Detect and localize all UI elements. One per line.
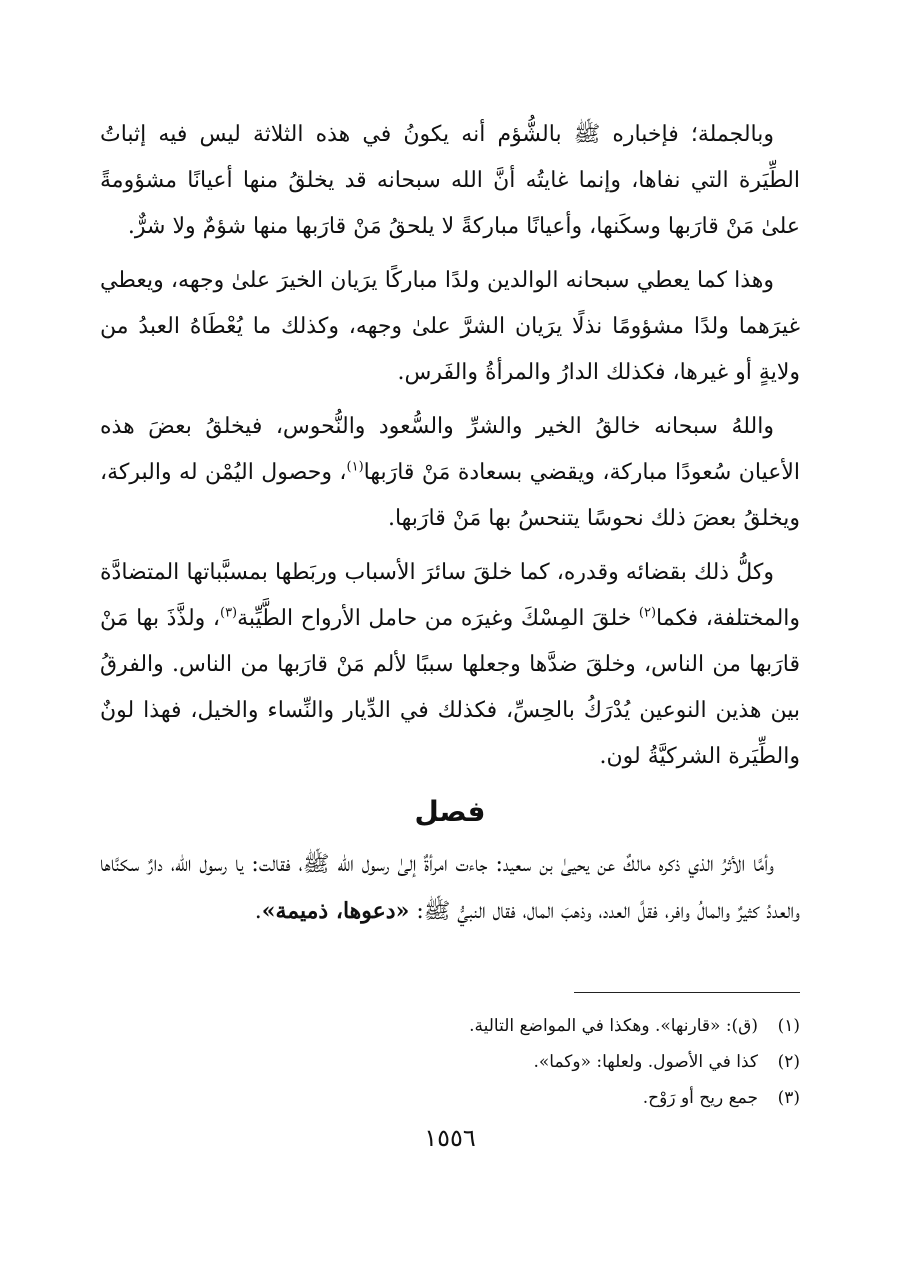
paragraph-4-part-1: وكلُّ ذلك بقضائه وقدره، كما خلقَ سائرَ الأسباب وربَطها بمسبَّباتها المتضادَّة والمختلفة، فكما xyxy=(100,560,801,631)
paragraph-2: وهذا كما يعطي سبحانه الوالدين ولدًا مباركًا يرَيان الخيرَ علىٰ وجهه، ويعطي غيرَهما ولدًا مشؤومًا نذلًا يرَيان الشرَّ علىٰ وجهه، وكذلك ما يُعْطَاهُ العبدُ من ولايةٍ أو غيرها، فكذلك الدارُ والمرأةُ والفَرس. xyxy=(100,268,800,385)
footnote-ref-3[interactable]: (٣) xyxy=(219,605,238,621)
footnote-number: (٣) xyxy=(777,1088,800,1108)
footnote-divider xyxy=(574,992,800,993)
paragraph-4-part-3: ، ولذَّذَ بها مَنْ قارَبها من الناس، وخلقَ ضدَّها وجعلها سببًا لألم مَنْ قارَبها من الناس. والفرقُ بين هذين النوعين يُدْرَكُ بالحِسِّ، فكذلك في الدِّيار والنِّساء والخيل، فهذا لونٌ والطِّيَرة الشركيَّةُ لون. xyxy=(100,606,800,769)
paragraph-3-after: ، وحصول اليُمْن له والبركة، ويخلقُ بعضَ ذلك نحوسًا يتنحسُ بها مَنْ قارَبها. xyxy=(100,460,800,531)
page-number: ١٥٥٦ xyxy=(424,1124,476,1152)
footnotes xyxy=(100,1008,800,1116)
paragraph-4-part-2: خلقَ المِسْكَ وغيرَه من حامل الأرواح الطَّيِّبة xyxy=(237,606,639,631)
paragraph-5 xyxy=(100,842,800,935)
footnote-number: (١) xyxy=(777,1016,800,1036)
paragraph-3 xyxy=(100,404,800,542)
page-body xyxy=(100,112,800,943)
footnote-2 xyxy=(100,1044,800,1080)
footnote-ref-1[interactable]: (١) xyxy=(346,459,364,475)
paragraph-5-text: وأمَّا الأثرُ الذي ذكره مالكٌ عن يحيىٰ بن سعيد: جاءت امرأةٌ إلىٰ رسول الله ﷺ، فقالت: يا رسول الله، دارٌ سكنَّاها والعددُ كثيرٌ والمالُ وافر، فقلَّ العدد، وذهبَ المال، فقال النبيُّ ﷺ: xyxy=(100,852,800,924)
section-title: فصل xyxy=(414,795,486,828)
footnote-1 xyxy=(100,1008,800,1044)
footnote-text: (ق): «قارنها». وهكذا في المواضع التالية. xyxy=(469,1016,758,1036)
hadith-quote: «دعوها، ذميمة» xyxy=(261,898,410,924)
paragraph-1: وبالجملة؛ فإخباره ﷺ بالشُّؤم أنه يكونُ في هذه الثلاثة ليس فيه إثباتُ الطِّيَرة التي نفاها، وإنما غايتُه أنَّ الله سبحانه قد يخلقُ منها أعيانًا مشؤومةً علىٰ مَنْ قارَبها وسكَنها، وأعيانًا مباركةً لا يلحقُ مَنْ قارَبها منها شؤمٌ ولا شرٌّ. xyxy=(100,122,800,239)
paragraph-4 xyxy=(100,550,800,780)
footnote-number: (٢) xyxy=(777,1052,800,1072)
footnote-text: كذا في الأصول. ولعلها: «وكما». xyxy=(533,1052,758,1072)
paragraph-5-end: . xyxy=(254,899,262,924)
footnote-3 xyxy=(100,1080,800,1116)
paragraph-3-before: واللهُ سبحانه خالقُ الخير والشرِّ والسُّعود والنُّحوس، فيخلقُ بعضَ هذه الأعيان سُعودًا مباركة، ويقضي بسعادة مَنْ قارَبها xyxy=(100,414,800,485)
footnote-ref-2[interactable]: (٢) xyxy=(638,605,657,621)
footnote-text: جمع ريح أو رَوْح. xyxy=(642,1088,758,1108)
